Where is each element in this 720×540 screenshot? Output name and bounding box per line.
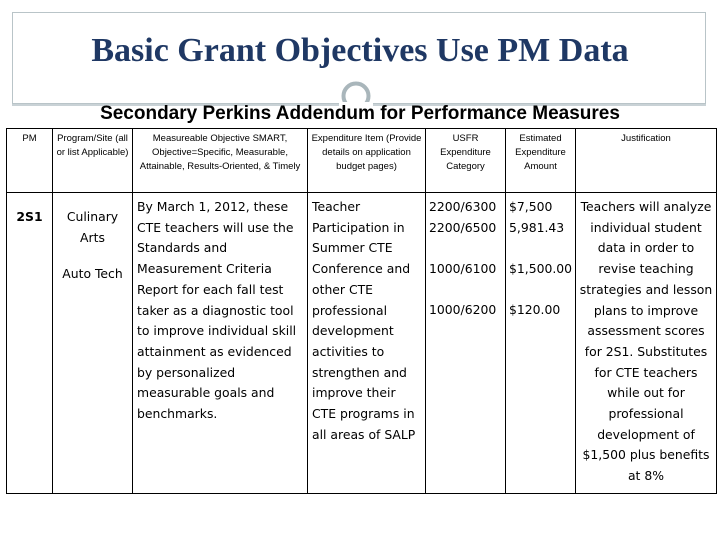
header-pm: PM <box>7 129 53 193</box>
cell-pm: 2S1 <box>7 193 53 494</box>
header-amount: Estimated Expenditure Amount <box>506 129 576 193</box>
program-culinary-arts: Culinary Arts <box>66 209 119 245</box>
cell-category <box>426 193 506 494</box>
header-program: Program/Site (all or list Applicable) <box>53 129 133 193</box>
category-code: 2200/6300 <box>429 199 497 214</box>
header-justification: Justification <box>576 129 717 193</box>
grant-table <box>6 128 717 494</box>
header-item: Expenditure Item (Provide details on application budget pages) <box>308 129 426 193</box>
cell-objective: By March 1, 2012, these CTE teachers will use the Standards and Measurement Criteria Report for each fall test taker as a diagnostic tool to improve individual skill attainment as evidenced by personalized measurable goals and benchmarks. <box>133 193 308 494</box>
cell-amount <box>506 193 576 494</box>
table-row <box>7 193 717 494</box>
amount-value: $1,500.00 <box>509 261 573 277</box>
slide-subtitle: Secondary Perkins Addendum for Performance Measures <box>100 103 620 124</box>
category-code: 2200/6500 <box>429 219 497 235</box>
header-row <box>7 129 717 193</box>
cell-justification: Teachers will analyze individual student data in order to revise teaching strategies and lesson plans to improve assessment scores for 2S1. Substitutes for CTE teachers while out for professional development of $1,500 plus benefits at 8% <box>576 193 717 494</box>
program-auto-tech: Auto Tech <box>62 266 123 282</box>
header-objective: Measureable Objective SMART, Objective=Specific, Measurable, Attainable, Results-Oriented, & Timely <box>133 129 308 193</box>
amount-value: $120.00 <box>509 302 561 318</box>
slide-title: Basic Grant Objectives Use PM Data <box>91 32 629 69</box>
category-code: 1000/6200 <box>429 302 497 318</box>
amount-value: 5,981.43 <box>509 219 565 235</box>
header-category: USFR Expenditure Category <box>426 129 506 193</box>
cell-expenditure-item: Teacher Participation in Summer CTE Conference and other CTE professional development activities to strengthen and improve their CTE programs in all areas of SALP <box>308 193 426 494</box>
category-code: 1000/6100 <box>429 261 497 277</box>
amount-value: $7,500 <box>509 199 553 214</box>
cell-program <box>53 193 133 494</box>
